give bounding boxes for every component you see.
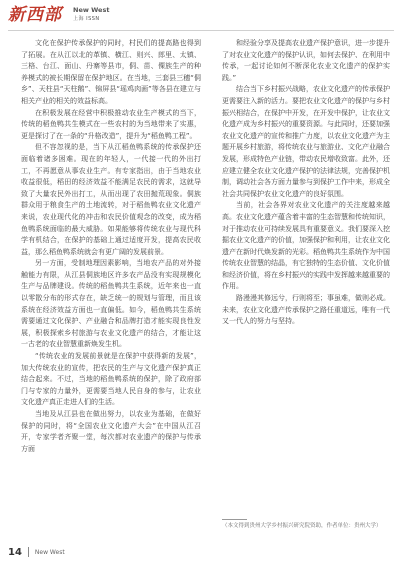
paragraph: “传统农业的发展前景就是在保护中获得新的发展”，加大传统农业的宣传，把农民的生产与文化遗产保护真正结合起来。不过，当地的稻鱼鸭系统的保护，除了政府部门与专家的力量外，更需要当地人民自身的参与，让农业文化遗产真正走进人们的生活。 [21,352,201,407]
footnote-divider [222,519,247,520]
footer-separator [28,547,29,557]
magazine-english-title: New West [73,6,110,14]
paragraph: 当前，社会各界对农业文化遗产的关注度越来越高。农业文化遗产蕴含着丰富的生态智慧和传统知识，对于推动农业可持续发展具有重要意义。我们要深入挖掘农业文化遗产的价值，加强保护和利用，让农业文化遗产在新时代焕发新的光彩。稻鱼鸭共生系统作为中国传统农业智慧的结晶，有它独特的生态价值、文化价值和经济价值，将在乡村振兴的实践中发挥越来越重要的作用。 [222,201,390,291]
paragraph: 在积极发展在经营中积极推动农业生产模式的当下，传统的稻鱼鸭共生模式在一些农村的为当地带来了实惠，更是探讨了在一条的“升格改造”，提升为“稻鱼鸭工程”。 [21,108,201,140]
paragraph: 和经验分享及提高农业遗产保护意识，进一步提升了对农业文化遗产的保护认识，如何去保护、在利用中传承，一起讨论如何不断深化农业文化遗产的保护实践。” [222,39,390,82]
page-footer [8,544,65,560]
paragraph: 当地及从江县也在做出努力，以农业为基础，在做好保护的同时，将“全国农业文化遗产大会”在中国从江召开，专家学者齐聚一堂，每次都对农业遗产的保护与传承方面 [21,410,201,453]
footer-magazine-name: New West [34,548,65,556]
paragraph: 但不容忽视的是，当下从江稻鱼鸭系统的传承保护还面临着诸多困难。现在的年轻人，一代接一代的外出打工，不再愿意从事农业生产。有专家指出，由于当地农业收益很低，稻田的经济效益不能满足农民的需求，这就导致了大量农民外出打工，从而出现了农田抛荒现象。侗族群众用于粮食生产的土地流转，对于稻鱼鸭农业文化遗产来说，农业现代化的冲击和农民价值观念的改变，成为稻鱼鸭系统面临的最大威胁。如果能够将传统农业与现代科学有机结合，在保护的基础上通过适度开发，提高农民收益，那么稻鱼鸭系统就会有更广阔的发展前景。 [21,143,201,256]
magazine-logo: 新西部 [8,5,62,25]
paragraph: 结合当下乡村振兴战略，农业文化遗产的传承保护更需要注入新的活力。要把农业文化遗产的保护与乡村振兴相结合，在保护中开发，在开发中保护，让农业文化遗产成为乡村振兴的重要资源。与此同时，还要加强农业文化遗产的宣传和推广力度，以农业文化遗产为主题开展乡村旅游，将传统农业与旅游业、文化产业融合发展，形成特色产业链，带动农民增收致富。此外，还应建立健全农业文化遗产保护的法律法规，完善保护机制，调动社会各方面力量参与到保护工作中来，形成全社会共同保护农业文化遗产的良好氛围。 [222,85,390,198]
page-number: 14 [8,546,22,558]
paragraph: 路漫漫其修远兮，行则将至；事虽难，做则必成。未来，农业文化遗产传承保护之路任重道远，唯有一代又一代人的努力与坚持。 [222,294,390,326]
left-text-column [21,38,201,455]
paragraph: 另一方面，受制地理因素影响，当地农产品的对外接触能力有限，从江县侗族地区许多农产品没有实现规模化生产与品牌建设。传统的稻鱼鸭共生系统，近年来也一直以零散分布的形式存在，缺乏统一的规划与管理，而且该系统在经济效益方面也一直偏低。如今，稻鱼鸭共生系统需要通过文化保护、产业融合和品牌打造才能实现良性发展，积极探索乡村旅游与农业文化遗产的结合，才能让这一古老的农业智慧重新焕发生机。 [21,259,201,349]
right-text-column [222,38,390,328]
header-divider [8,30,394,31]
page-header [0,0,402,28]
footnote: （本文得到贵州大学乡村振兴研究院资助，作者单位：贵州大学） [222,523,382,529]
paragraph: 文化在保护传承保护的同时，村民们的提高路也得到了拓展。在从江以北的革镇、横江、则兴、郎里、太镇、三格、台江、面山、丹寨等县市，侗、苗、傈族生产的种养模式的被长期保留在保护地区。在当地，三套县三穗“侗乡”、天柱县“天柱鹅”、锦屏县“瑶鸡肉画”等各县在建立与相关产业的相关的效益标高。 [21,39,201,105]
magazine-english-subtitle: 上海 ISSN [73,16,100,22]
